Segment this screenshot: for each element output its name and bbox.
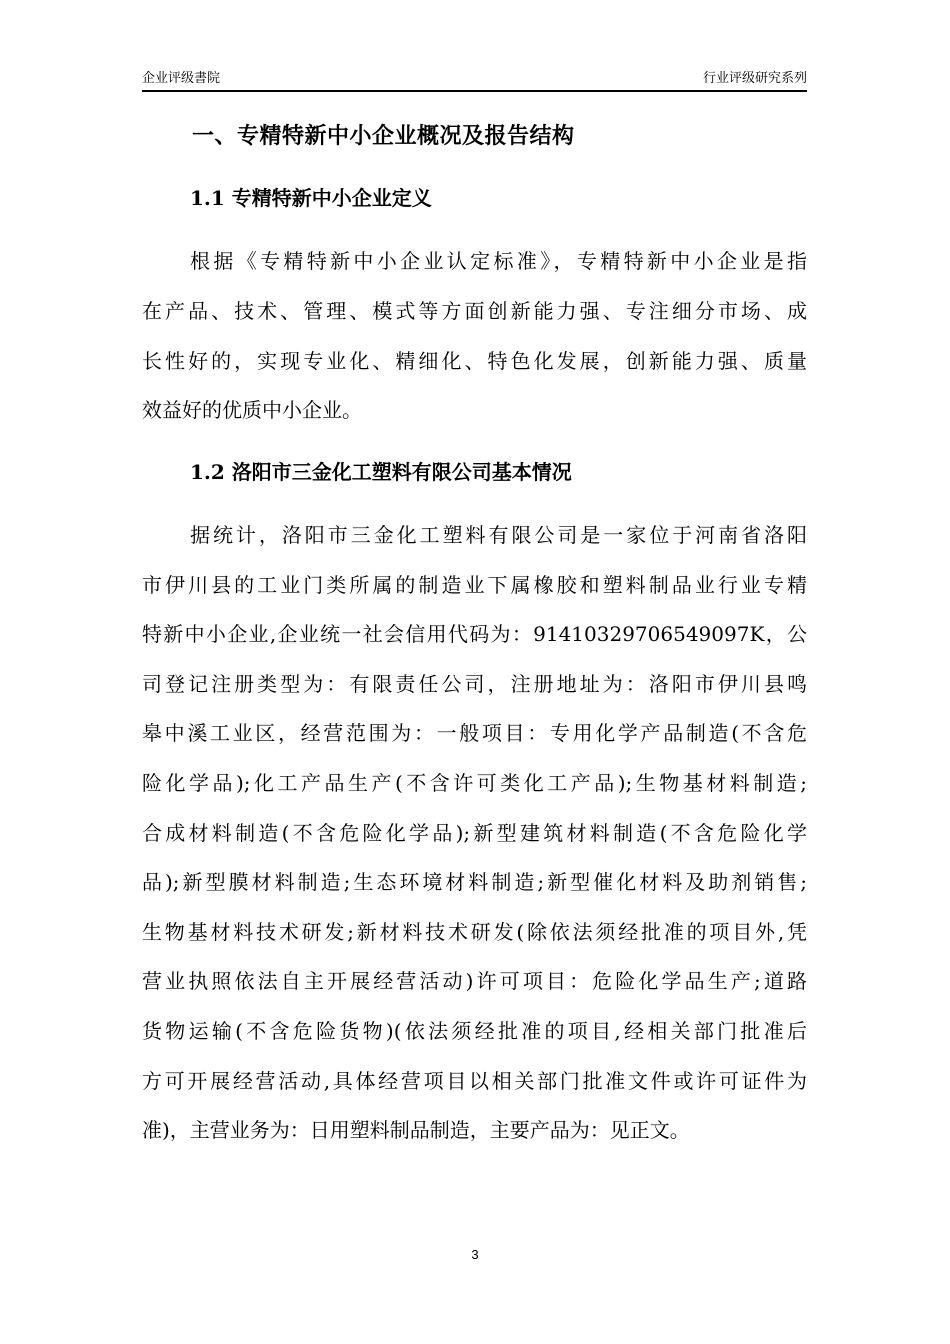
- paragraph-line: 在产品、技术、管理、模式等方面创新能力强、专注细分市场、成: [142, 299, 807, 323]
- subsection-title-definition: 1.1 专精特新中小企业定义: [190, 186, 432, 210]
- paragraph-line: 根据《专精特新中小企业认定标准》，专精特新中小企业是指: [190, 249, 807, 273]
- paragraph-line: 准)，主营业务为：日用塑料制品制造，主要产品为：见正文。: [142, 1118, 690, 1142]
- paragraph-line: 生物基材料技术研发;新材料技术研发(除依法须经批准的项目外,凭: [142, 920, 807, 944]
- page-header: [142, 68, 807, 92]
- paragraph-line: 营业执照依法自主开展经营活动)许可项目：危险化学品生产;道路: [142, 969, 807, 993]
- paragraph-line: 合成材料制造(不含危险化学品);新型建筑材料制造(不含危险化学: [142, 821, 807, 845]
- paragraph-line: 货物运输(不含危险货物)(依法须经批准的项目,经相关部门批准后: [142, 1019, 807, 1043]
- paragraph-line: 品);新型膜材料制造;生态环境材料制造;新型催化材料及助剂销售;: [142, 870, 807, 894]
- paragraph-line: 据统计，洛阳市三金化工塑料有限公司是一家位于河南省洛阳: [190, 523, 807, 547]
- paragraph-line: 长性好的，实现专业化、精细化、特色化发展，创新能力强、质量: [142, 349, 807, 373]
- paragraph-line: 效益好的优质中小企业。: [142, 398, 362, 422]
- header-publisher: 企业评级書院: [142, 70, 221, 85]
- paragraph-line: 特新中小企业,企业统一社会信用代码为：91410329706549097K，公: [142, 622, 807, 646]
- header-series: 行业评级研究系列: [702, 70, 807, 85]
- section-title: 一、专精特新中小企业概况及报告结构: [192, 124, 575, 149]
- paragraph-line: 市伊川县的工业门类所属的制造业下属橡胶和塑料制品业行业专精: [142, 573, 807, 597]
- paragraph-line: 司登记注册类型为：有限责任公司，注册地址为：洛阳市伊川县鸣: [142, 672, 807, 696]
- subsection-title-company: 1.2 洛阳市三金化工塑料有限公司基本情况: [190, 460, 572, 484]
- paragraph-line: 方可开展经营活动,具体经营项目以相关部门批准文件或许可证件为: [142, 1069, 807, 1093]
- paragraph-line: 险化学品);化工产品生产(不含许可类化工产品);生物基材料制造;: [142, 771, 807, 795]
- page-number: 3: [471, 1247, 479, 1262]
- paragraph-line: 皋中溪工业区，经营范围为：一般项目：专用化学产品制造(不含危: [142, 721, 807, 745]
